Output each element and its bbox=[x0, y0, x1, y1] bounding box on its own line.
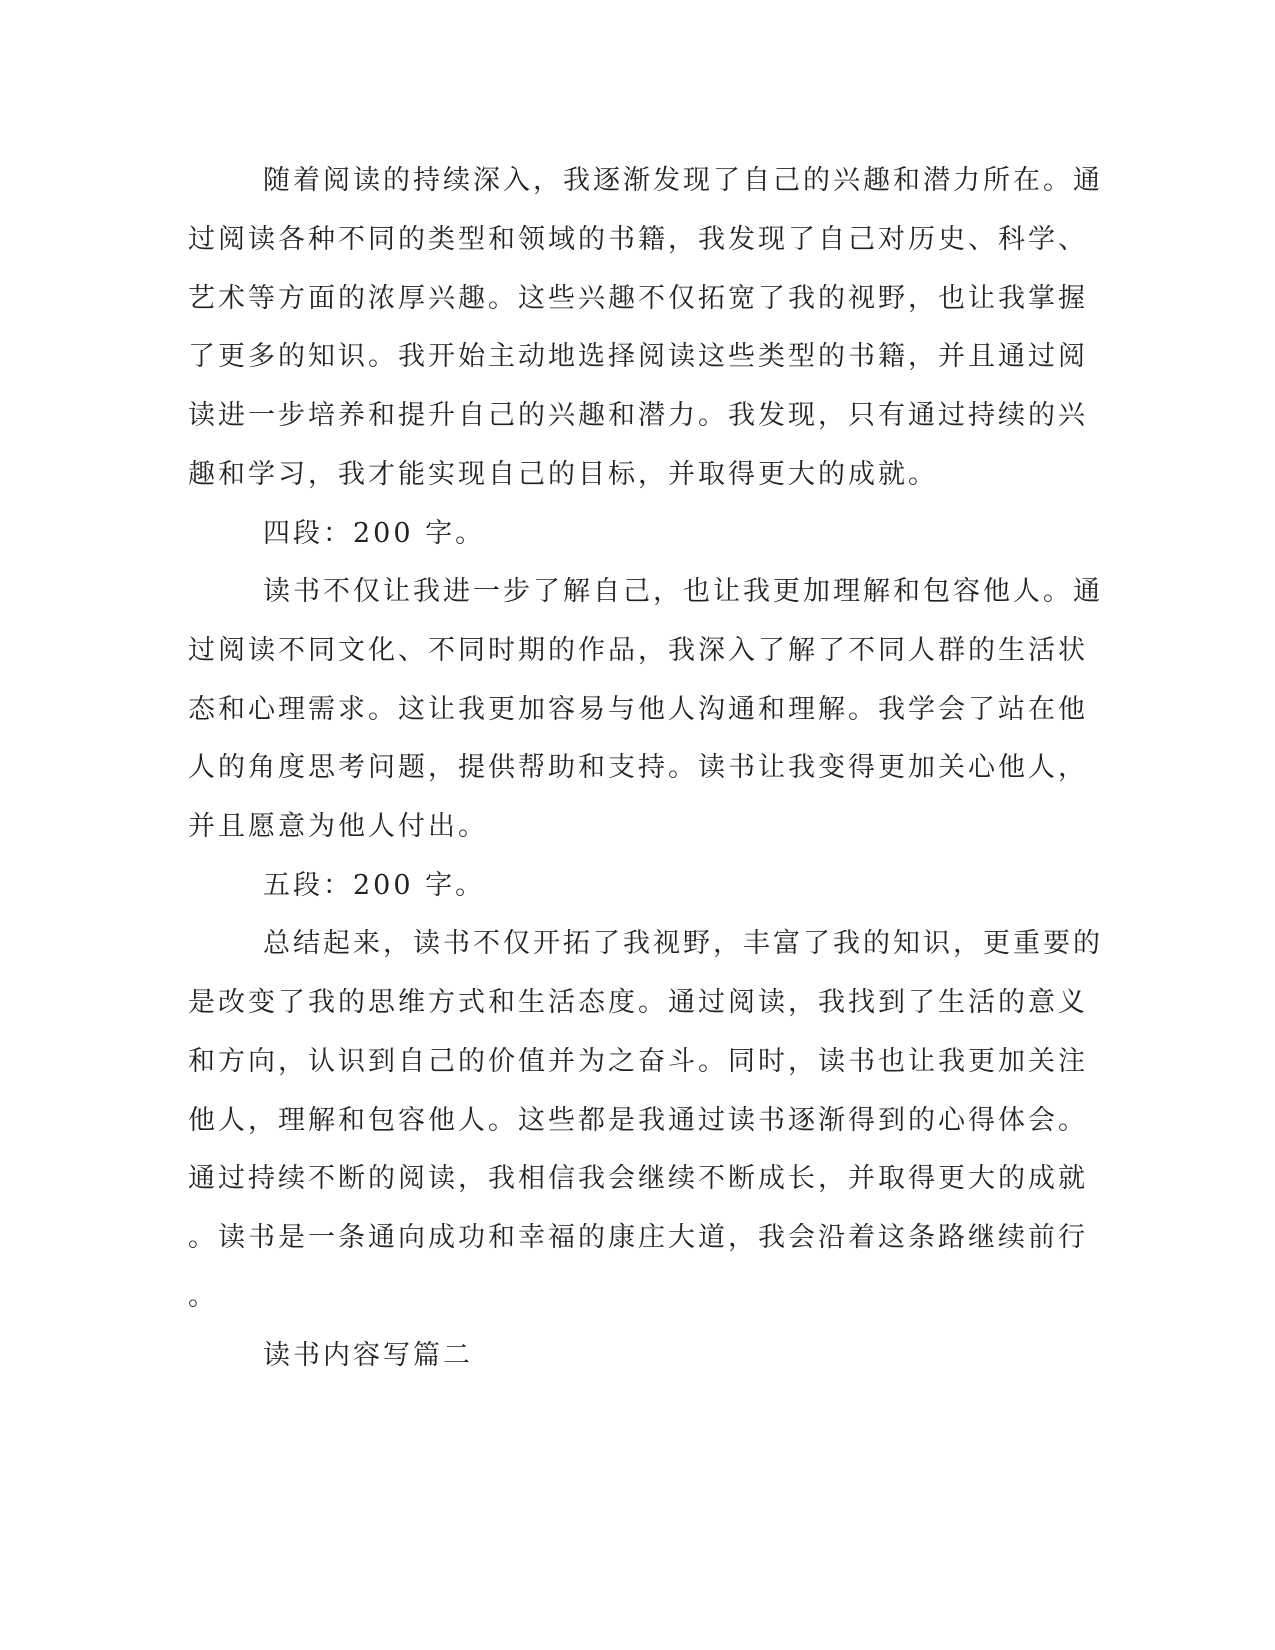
paragraph-5-line-1: 总结起来，读书不仅开拓了我视野，丰富了我的知识，更重要的 bbox=[263, 928, 1103, 959]
section-heading-5: 五段：200 字。 bbox=[263, 870, 486, 901]
paragraph-4-line-3: 态和心理需求。这让我更加容易与他人沟通和理解。我学会了站在他 bbox=[188, 694, 1088, 725]
paragraph-5-line-3: 和方向，认识到自己的价值并为之奋斗。同时，读书也让我更加关注 bbox=[188, 1046, 1088, 1077]
paragraph-3-line-4: 了更多的知识。我开始主动地选择阅读这些类型的书籍，并且通过阅 bbox=[188, 341, 1088, 372]
section-title: 读书内容写篇二 bbox=[263, 1340, 473, 1371]
paragraph-4-line-1: 读书不仅让我进一步了解自己，也让我更加理解和包容他人。通 bbox=[263, 576, 1103, 607]
paragraph-5-line-6: 。读书是一条通向成功和幸福的康庄大道，我会沿着这条路继续前行 bbox=[188, 1222, 1088, 1253]
paragraph-5-line-4: 他人，理解和包容他人。这些都是我通过读书逐渐得到的心得体会。 bbox=[188, 1105, 1088, 1136]
paragraph-3-line-5: 读进一步培养和提升自己的兴趣和潜力。我发现，只有通过持续的兴 bbox=[188, 400, 1088, 431]
paragraph-3-line-3: 艺术等方面的浓厚兴趣。这些兴趣不仅拓宽了我的视野，也让我掌握 bbox=[188, 283, 1088, 314]
paragraph-5-line-2: 是改变了我的思维方式和生活态度。通过阅读，我找到了生活的意义 bbox=[188, 987, 1088, 1018]
paragraph-3-line-1: 随着阅读的持续深入，我逐渐发现了自己的兴趣和潜力所在。通 bbox=[263, 165, 1103, 196]
paragraph-3-line-2: 过阅读各种不同的类型和领域的书籍，我发现了自己对历史、科学、 bbox=[188, 224, 1088, 255]
paragraph-4-line-5: 并且愿意为他人付出。 bbox=[188, 811, 488, 842]
paragraph-5-line-5: 通过持续不断的阅读，我相信我会继续不断成长，并取得更大的成就 bbox=[188, 1163, 1088, 1194]
paragraph-5-line-7: 。 bbox=[188, 1281, 218, 1312]
section-heading-4: 四段：200 字。 bbox=[263, 518, 486, 549]
paragraph-4-line-2: 过阅读不同文化、不同时期的作品，我深入了解了不同人群的生活状 bbox=[188, 635, 1088, 666]
paragraph-3-line-6: 趣和学习，我才能实现自己的目标，并取得更大的成就。 bbox=[188, 459, 938, 490]
paragraph-4-line-4: 人的角度思考问题，提供帮助和支持。读书让我变得更加关心他人， bbox=[188, 752, 1088, 783]
